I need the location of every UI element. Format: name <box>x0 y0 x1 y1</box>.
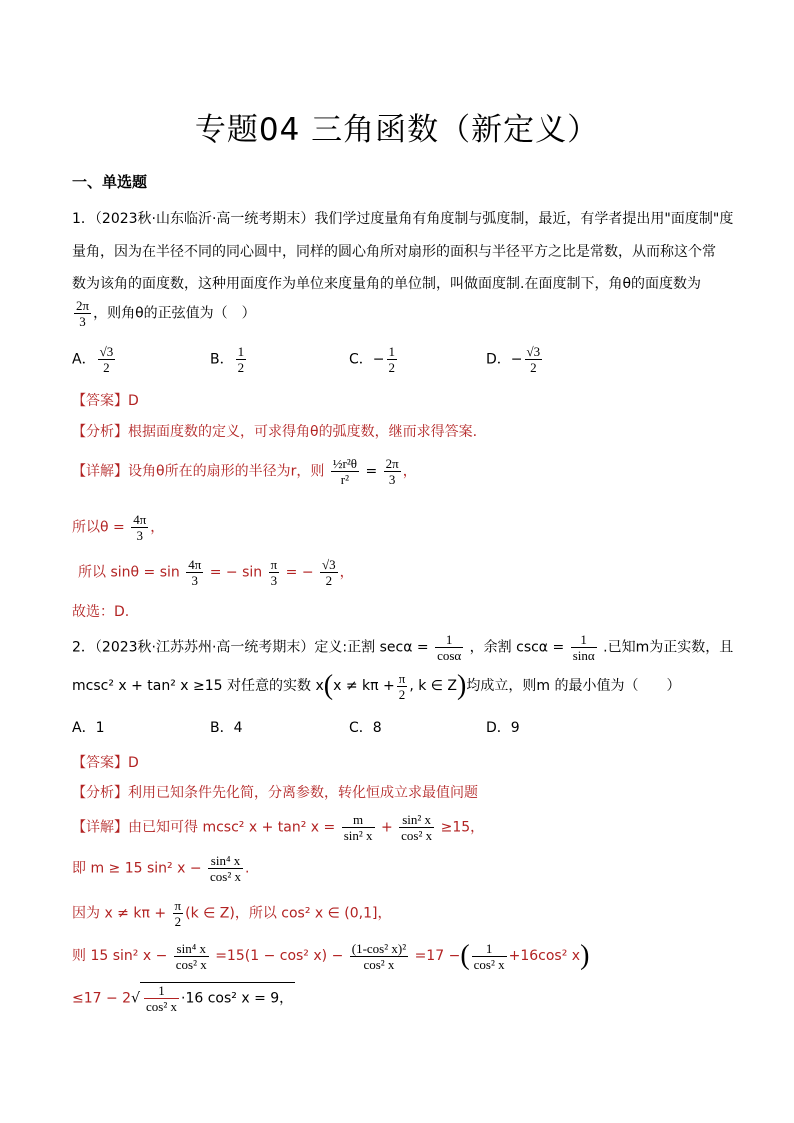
q1-line-2: 量角，因为在半径不同的同心圆中，同样的圆心角所对扇形的面积与半径平方之比是常数，从而称这个常 <box>72 244 716 260</box>
section-heading: 一、单选题 <box>72 173 148 191</box>
option-a: A． $\frac{√3}{2}$ <box>72 344 114 375</box>
q2-because: 因为 x ≠ kπ + $\frac{\pi}{2}$ (k ∈ Z)，所以 cos² x ∈ (0,1]， <box>72 898 392 929</box>
q2-answer: 【答案】D <box>72 755 139 771</box>
q1-detail: 【详解】设角θ所在的扇形的半径为r，则 $\frac{\text{½r²θ}}{\text{r²}}$ = $\frac{2\pi}{3}$ ， <box>72 456 417 487</box>
q2-le: ≤17 − 2√ $\frac{1}{\text{cos² x}}$ ·16 cos² x = 9， <box>72 983 294 1014</box>
q2-then: 则 15 sin² x − $\frac{\text{sin⁴ x}}{\text{cos² x}}$ =15(1 − cos² x) − $\frac{\text{(1-cos² x)²}}{\text{cos² x}}$ =17 −( $\frac{1}{\text{cos² x}}$ +16cos² x) <box>72 940 590 972</box>
q1-answer: 【答案】D <box>72 393 139 409</box>
q2-analysis: 【分析】利用已知条件先化简，分离参数，转化恒成立求最值问题 <box>72 785 478 801</box>
option-b: B． $\frac{1}{2}$ <box>210 344 245 375</box>
q1-analysis: 【分析】根据面度数的定义，可求得角θ的弧度数，继而求得答案. <box>72 424 478 440</box>
q2-detail: 【详解】由已知可得 mcsc² x + tan² x = $\frac{m}{\text{sin² x}}$ + $\frac{\text{sin² x}}{\text{cos² x}}$ ≥15， <box>72 812 485 843</box>
page-title: 专题04 三角函数（新定义） <box>194 112 600 148</box>
option-d: D．9 <box>486 720 520 736</box>
q1-line-4: $\frac{2\pi}{3}$ ，则角θ的正弦值为（ ） <box>76 298 256 329</box>
q2-line-1: 2．（2023秋·江苏苏州·高一统考期末）定义:正割 secα = $\frac{1}{\cos\alpha}$ ，余割 cscα = $\frac{1}{\sin\alpha}$ .已知m为正实数，且 <box>72 632 734 663</box>
fraction: $\frac{2\pi}{3}$ <box>76 298 90 329</box>
option-c: C．− $\frac{1}{2}$ <box>349 344 396 375</box>
q1-line-3: 数为该角的面度数，这种用面度作为单位来度量角的单位制，叫做面度制.在面度制下，角θ的面度数为 <box>72 276 702 292</box>
q1-so-1: 所以θ = $\frac{4\pi}{3}$ ， <box>72 512 165 543</box>
option-c: C．8 <box>349 720 382 736</box>
q1-so-2: 所以 sinθ = sin $\frac{4\pi}{3}$ = − sin $\frac{\pi}{3}$ = − $\frac{√3}{2}$ ， <box>78 557 354 588</box>
q1-choose: 故选：D. <box>72 604 130 620</box>
option-a: A．1 <box>72 720 105 736</box>
option-b: B．4 <box>210 720 243 736</box>
q2-line-2: mcsc² x + tan² x ≥15 对任意的实数 x(x ≠ kπ + $\frac{\pi}{2}$ , k ∈ Z)均成立，则m 的最小值为（ ） <box>72 670 681 702</box>
q2-ji: 即 m ≥ 15 sin² x − $\frac{\text{sin⁴ x}}{\text{cos² x}}$ . <box>72 853 250 884</box>
q1-line-1: 1．（2023秋·山东临沂·高一统考期末）我们学过度量角有角度制与弧度制，最近，有学者提出用"面度制"度 <box>72 211 734 227</box>
option-d: D．− $\frac{√3}{2}$ <box>486 344 541 375</box>
